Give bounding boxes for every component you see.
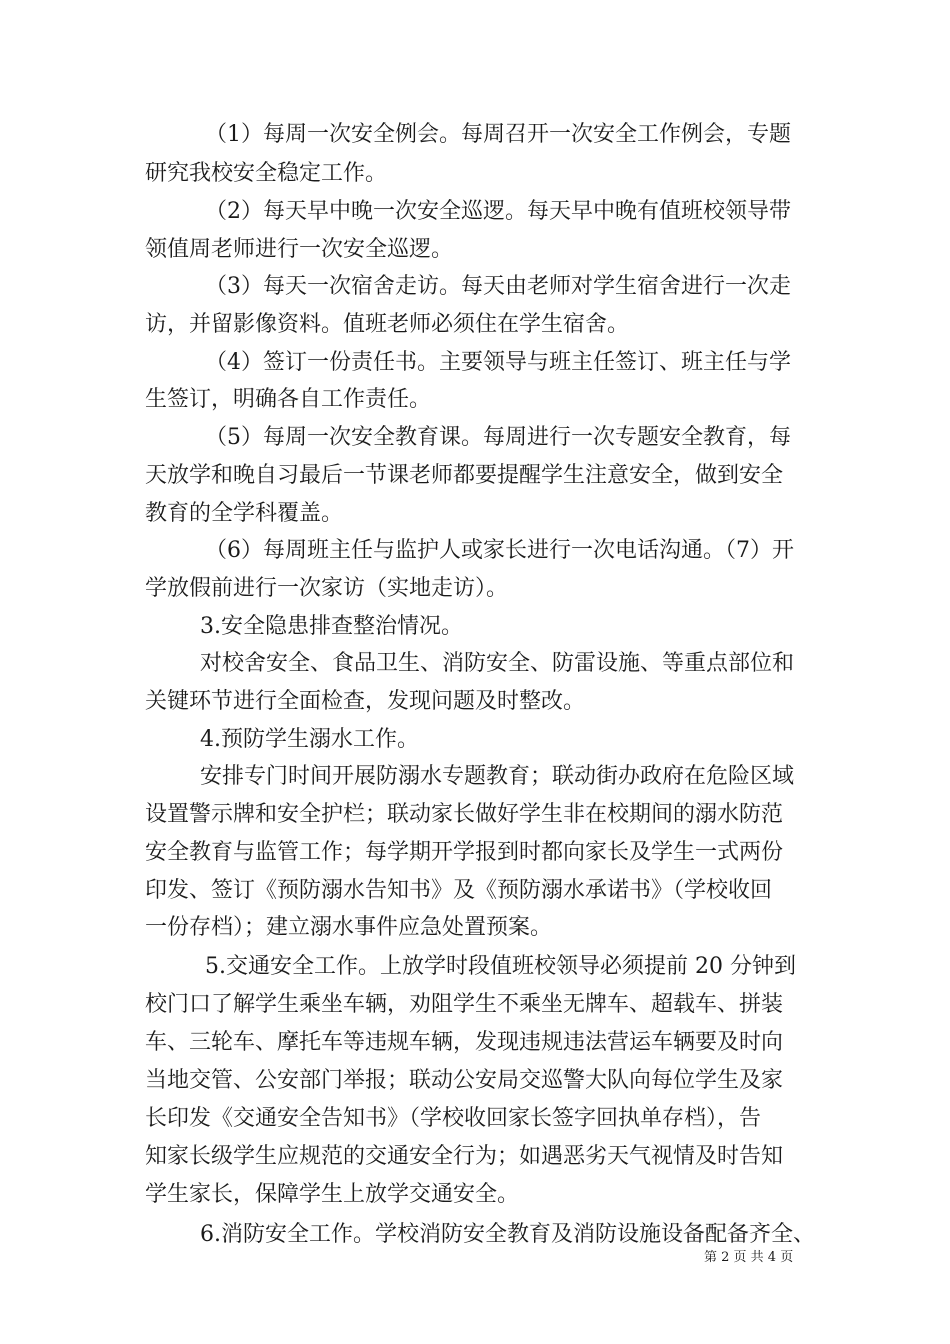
- text-line: 安全教育与监管工作；每学期开学报到时都向家长及学生一式两份: [145, 840, 784, 865]
- text-line: 对校舍安全、食品卫生、消防安全、防雷设施、等重点部位和: [200, 651, 795, 676]
- text-line: 一份存档）；建立溺水事件应急处置预案。: [145, 915, 553, 940]
- text-line: （6）每周班主任与监护人或家长进行一次电话沟通。（7）开: [205, 538, 794, 563]
- text-line: 设置警示牌和安全护栏；联动家长做好学生非在校期间的溺水防范: [145, 802, 784, 827]
- text-line: （3）每天一次宿舍走访。每天由老师对学生宿舍进行一次走: [205, 274, 791, 299]
- text-line: 学放假前进行一次家访（实地走访）。: [145, 576, 509, 601]
- text-line: 关键环节进行全面检查，发现问题及时整改。: [145, 689, 586, 714]
- text-line: 知家长级学生应规范的交通安全行为；如遇恶劣天气视情及时告知: [145, 1144, 784, 1169]
- text-line: 领值周老师进行一次安全巡逻。: [145, 237, 454, 262]
- section-heading: 6.消防安全工作。学校消防安全教育及消防设施设备配备齐全、: [200, 1222, 815, 1247]
- text-line: （2）每天早中晚一次安全巡逻。每天早中晚有值班校领导带: [205, 199, 791, 224]
- page-number: 第 2 页 共 4 页: [704, 1250, 794, 1265]
- text-line: 教育的全学科覆盖。: [145, 501, 344, 526]
- text-line: 校门口了解学生乘坐车辆，劝阻学生不乘坐无牌车、超载车、拼装: [145, 992, 784, 1017]
- text-line: 长印发《交通安全告知书》（学校收回家长签字回执单存档），告: [145, 1106, 762, 1131]
- text-line: 天放学和晚自习最后一节课老师都要提醒学生注意安全，做到安全: [145, 463, 784, 488]
- text-line: （5）每周一次安全教育课。每周进行一次专题安全教育，每: [205, 425, 791, 450]
- text-line: 访，并留影像资料。值班老师必须住在学生宿舍。: [145, 312, 630, 337]
- text-line: 安排专门时间开展防溺水专题教育；联动街办政府在危险区域: [200, 764, 795, 789]
- text-line: （1）每周一次安全例会。每周召开一次安全工作例会，专题: [205, 122, 791, 147]
- text-line: 5.交通安全工作。上放学时段值班校领导必须提前 20 分钟到: [205, 954, 796, 979]
- text-line: 学生家长，保障学生上放学交通安全。: [145, 1182, 520, 1207]
- section-heading: 4.预防学生溺水工作。: [200, 727, 419, 752]
- text-line: 生签订，明确各自工作责任。: [145, 387, 432, 412]
- section-heading: 3.安全隐患排查整治情况。: [200, 614, 463, 639]
- text-line: 研究我校安全稳定工作。: [145, 161, 388, 186]
- text-line: 车、三轮车、摩托车等违规车辆，发现违规违法营运车辆要及时向: [145, 1030, 784, 1055]
- text-line: （4）签订一份责任书。主要领导与班主任签订、班主任与学: [205, 350, 791, 375]
- text-line: 印发、签订《预防溺水告知书》及《预防溺水承诺书》（学校收回: [145, 878, 773, 903]
- text-line: 当地交管、公安部门举报；联动公安局交巡警大队向每位学生及家: [145, 1068, 784, 1093]
